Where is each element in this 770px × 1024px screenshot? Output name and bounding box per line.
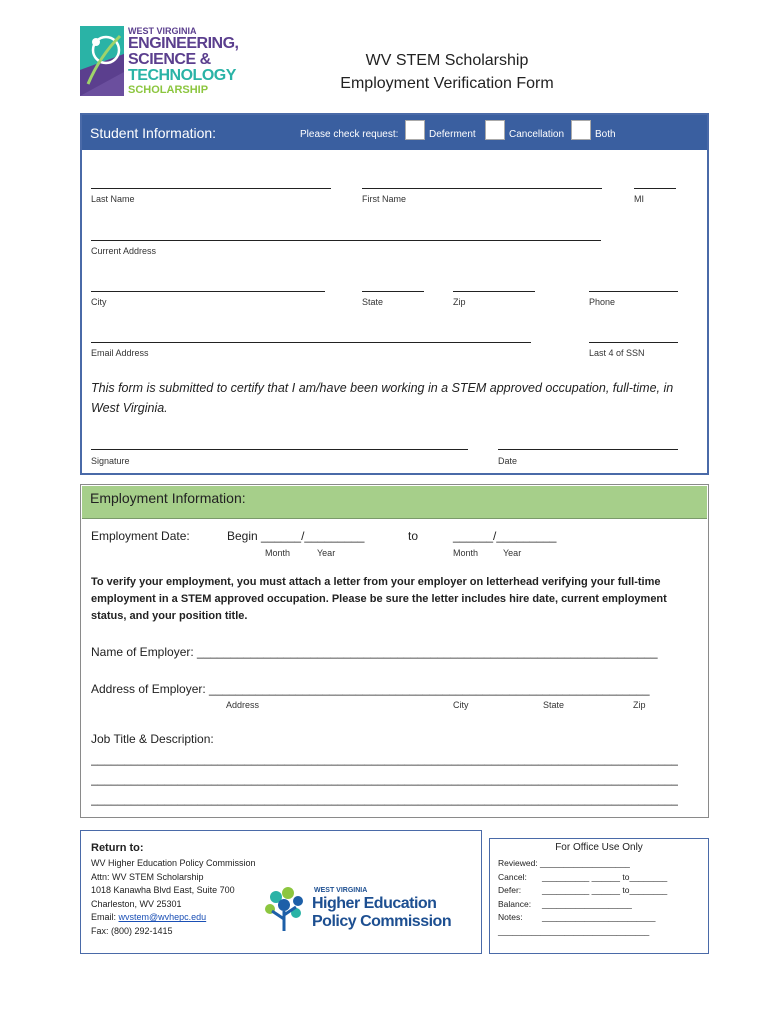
both-label: Both (595, 129, 616, 140)
notes-label: Notes: (498, 912, 523, 923)
end-month-label: Month (453, 548, 479, 558)
reviewed-field[interactable]: Reviewed: ___________________ (498, 858, 630, 868)
form-title-line-2: Employment Verification Form (340, 75, 554, 92)
employment-info-title: Employment Information: (90, 490, 246, 506)
phone-field[interactable] (589, 291, 678, 292)
hepc-logo (262, 885, 472, 935)
logo-line-3: SCIENCE & (128, 51, 211, 68)
form-title-line-1: WV STEM Scholarship (365, 52, 529, 69)
office-use-header: For Office Use Only (555, 842, 643, 853)
cancel-range-to[interactable]: ________ (629, 871, 668, 882)
employer-address-label: Address (226, 700, 260, 710)
last-name-label: Last Name (91, 194, 135, 204)
student-info-header (82, 115, 707, 150)
current-address-field[interactable] (91, 240, 601, 241)
employer-zip-label: Zip (633, 700, 646, 710)
cancel-range-from[interactable]: __________ ______ (542, 871, 620, 882)
defer-label: Defer: (498, 885, 522, 896)
deferment-label: Deferment (429, 129, 476, 140)
hepc-logo-line-2: Higher Education (312, 895, 437, 912)
begin-date-field[interactable]: Begin ______/_________ (227, 529, 365, 543)
signature-field[interactable] (91, 449, 468, 450)
job-description-line-2[interactable]: ________________________________________________________________________________________ (91, 772, 678, 786)
employer-name-field[interactable]: Name of Employer: _____________________________________________________________________ (91, 645, 658, 659)
email-label: Email Address (91, 348, 149, 358)
first-name-label: First Name (362, 194, 407, 204)
date-field[interactable] (498, 449, 678, 450)
return-line-1: WV Higher Education Policy Commission (91, 858, 256, 868)
begin-month-label: Month (265, 548, 291, 558)
begin-year-label: Year (317, 548, 336, 558)
end-year-label: Year (503, 548, 522, 558)
balance-row (498, 898, 667, 912)
to-label: to (408, 529, 419, 543)
logo-line-2: ENGINEERING, (128, 35, 239, 52)
notes-row (498, 911, 667, 925)
return-fax: Fax: (800) 292-1415 (91, 925, 173, 936)
cancel-row (498, 871, 667, 885)
hepc-logo-line-3: Policy Commission (312, 913, 452, 930)
logo-line-5: SCHOLARSHIP (128, 84, 209, 96)
last-name-field[interactable] (91, 188, 331, 189)
employer-state-label: State (543, 700, 565, 710)
defer-row (498, 884, 667, 898)
balance-field[interactable]: ___________________ (542, 898, 632, 909)
defer-range-to[interactable]: ________ (629, 885, 668, 896)
hepc-logo-line-1: WEST VIRGINIA (314, 887, 368, 894)
city-label: City (91, 297, 107, 307)
check-request-prompt: Please check request: (300, 129, 399, 140)
form-title (297, 49, 597, 95)
return-address-block (91, 857, 256, 939)
first-name-field[interactable] (362, 188, 602, 189)
phone-label: Phone (589, 297, 616, 307)
cancellation-label: Cancellation (509, 129, 565, 140)
end-date-field[interactable]: ______/_________ (453, 529, 557, 543)
mi-field[interactable] (634, 188, 676, 189)
tree-logo-icon (262, 885, 308, 933)
balance-label: Balance: (498, 898, 532, 909)
logo-line-4: TECHNOLOGY (128, 67, 236, 84)
employment-info-header (82, 486, 707, 519)
return-email-link[interactable]: wvstem@wvhepc.edu (118, 912, 207, 923)
notes-extra-line[interactable]: ________________________________ (498, 925, 650, 936)
job-description-line-3[interactable]: ________________________________________________________________________________________ (91, 792, 678, 806)
zip-label: Zip (453, 297, 466, 307)
return-line-3: 1018 Kanawha Blvd East, Suite 700 (91, 885, 235, 896)
student-info-section (80, 113, 709, 475)
stem-logo-mark-icon (80, 26, 124, 96)
both-checkbox[interactable] (571, 120, 591, 140)
stem-logo (80, 26, 255, 98)
job-title-label: Job Title & Description: (91, 732, 214, 746)
ssn-label: Last 4 of SSN (589, 348, 645, 358)
office-use-fields (498, 857, 667, 939)
signature-label: Signature (91, 456, 130, 466)
return-email-row (91, 911, 256, 925)
job-description-line-1[interactable]: ________________________________________________________________________________________ (91, 752, 678, 766)
ssn-field[interactable] (589, 342, 678, 343)
state-label: State (362, 297, 384, 307)
return-line-4: Charleston, WV 25301 (91, 898, 182, 909)
deferment-checkbox[interactable] (405, 120, 425, 140)
certification-text: This form is submitted to certify that I am/have been working in a STEM approved occupation, full-time, in West Virginia. (91, 381, 674, 415)
return-line-2: Attn: WV STEM Scholarship (91, 871, 204, 882)
defer-to: to (622, 885, 630, 896)
notes-field[interactable]: ________________________ (542, 912, 656, 923)
employer-address-field[interactable]: Address of Employer: __________________________________________________________________ (91, 682, 650, 696)
logo-line-1: WEST VIRGINIA (128, 26, 197, 36)
mi-label: MI (634, 194, 644, 204)
date-label: Date (498, 456, 518, 466)
city-field[interactable] (91, 291, 325, 292)
state-field[interactable] (362, 291, 424, 292)
zip-field[interactable] (453, 291, 535, 292)
email-field[interactable] (91, 342, 531, 343)
cancellation-checkbox[interactable] (485, 120, 505, 140)
employer-city-label: City (453, 700, 469, 710)
cancel-to: to (622, 871, 630, 882)
student-info-title: Student Information: (90, 125, 217, 141)
return-to-header: Return to: (91, 842, 144, 854)
cancel-label: Cancel: (498, 871, 527, 882)
employment-date-label: Employment Date: (91, 529, 190, 543)
return-email-label: Email: (91, 912, 119, 923)
current-address-label: Current Address (91, 246, 157, 256)
verification-instructions: To verify your employment, you must attach a letter from your employer on letterhead verifying your full-time employment in a STEM approved occupation. Please be sure the letter includes hire date, current employment status, and your position title. (91, 576, 667, 622)
defer-range-from[interactable]: __________ ______ (542, 885, 620, 896)
